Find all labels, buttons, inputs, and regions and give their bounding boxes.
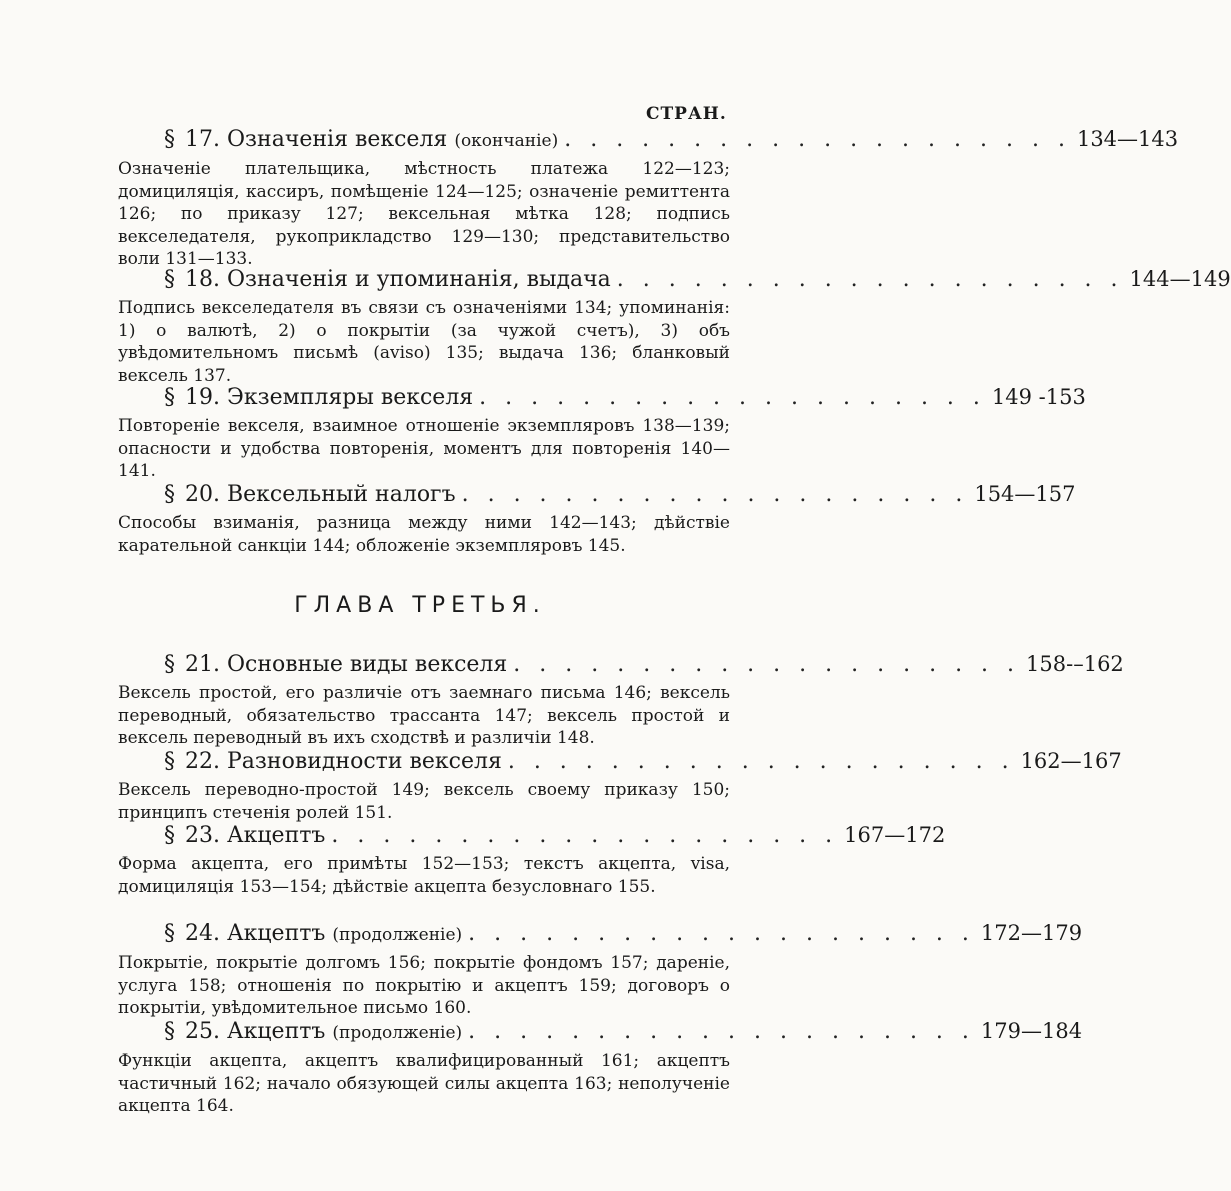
section-number: 23.	[185, 823, 220, 848]
section-description: Функціи акцепта, акцептъ квалифицированный 161; акцептъ частичный 162; начало обязующей силы акцепта 163; неполученіе акцепта 164.	[118, 1051, 730, 1116]
section-description: Повтореніе векселя, взаимное отношеніе экземпляровъ 138—139; опасности и удобства повторенія, моментъ для повторенія 140—141.	[118, 416, 730, 481]
section-description: Форма акцепта, его примѣты 152—153; текстъ акцепта, visa, домициляція 153—154; дѣйствіе акцепта безусловнаго 155.	[118, 854, 730, 897]
section-title: Экземпляры векселя	[227, 385, 474, 410]
section-sign: §	[164, 749, 175, 774]
section-description: Способы взиманія, разница между ними 142—143; дѣйствіе карательной санкціи 144; обложеніе экземпляровъ 145.	[118, 513, 730, 556]
section-sign: §	[164, 385, 175, 410]
section-pages: 144—149	[1129, 267, 1231, 291]
toc-section-18	[118, 264, 1231, 387]
section-pages: 154—157	[974, 482, 1076, 506]
section-title: Означенія и упоминанія, выдача	[227, 267, 611, 292]
leader-dots: . . . . . . . . . . . . . . . . . . . .	[507, 749, 1015, 774]
leader-dots: . . . . . . . . . . . . . . . . . . . .	[331, 823, 839, 848]
toc-section-23	[118, 820, 946, 898]
section-pages: 149 -153	[991, 385, 1086, 409]
section-pages: 172—179	[980, 921, 1083, 945]
section-heading	[118, 649, 1124, 680]
section-description: Вексель простой, его различіе отъ заемнаго письма 146; вексель переводный, обязательство трассанта 147; вексель простой и вексель переводный въ ихъ сходствѣ и различіи 148.	[118, 683, 730, 748]
toc-section-17	[118, 124, 1179, 271]
section-heading	[118, 264, 1231, 295]
section-number: 21.	[185, 652, 220, 677]
leader-dots: . . . . . . . . . . . . . . . . . . . .	[564, 127, 1071, 152]
section-sign: §	[164, 921, 175, 946]
section-sign: §	[164, 127, 175, 152]
section-sign: §	[164, 1019, 175, 1044]
section-pages: 158-–162	[1026, 652, 1124, 676]
section-pages: 134—143	[1076, 127, 1179, 151]
toc-section-21	[118, 649, 1124, 750]
section-number: 19.	[185, 385, 220, 410]
section-title: Означенія векселя (окончаніе)	[227, 127, 559, 152]
section-number: 25.	[185, 1019, 220, 1044]
section-heading	[118, 1016, 1083, 1048]
section-title: Основные виды векселя	[227, 652, 508, 677]
leader-dots: . . . . . . . . . . . . . . . . . . . .	[468, 1019, 975, 1044]
section-sign: §	[164, 652, 175, 677]
section-description: Покрытіе, покрытіе долгомъ 156; покрытіе фондомъ 157; дареніе, услуга 158; отношенія по покрытію и акцептъ 159; договоръ о покрытіи, увѣдомительное письмо 160.	[118, 953, 730, 1018]
toc-section-24	[118, 918, 1083, 1020]
section-heading	[118, 746, 1122, 777]
section-sign: §	[164, 823, 175, 848]
section-number: 22.	[185, 749, 220, 774]
section-note: (продолженіе)	[332, 1023, 463, 1043]
section-note: (окончаніе)	[454, 131, 559, 151]
section-description: Подпись векселедателя въ связи съ означеніями 134; упоминанія: 1) о валютѣ, 2) о покрытіи (за чужой счетъ), 3) объ увѣдомительномъ письмѣ (aviso) 135; выдача 136; бланковый вексель 137.	[118, 298, 730, 386]
toc-section-22	[118, 746, 1122, 824]
section-description: Вексель переводно-простой 149; вексель своему приказу 150; принципъ стеченія ролей 151.	[118, 780, 730, 823]
section-heading	[118, 382, 1086, 413]
section-number: 20.	[185, 482, 220, 507]
section-title: Акцептъ	[227, 823, 326, 848]
section-heading	[118, 479, 1076, 510]
section-number: 24.	[185, 921, 220, 946]
section-title: Акцептъ (продолженіе)	[227, 1019, 463, 1044]
section-pages: 162—167	[1020, 749, 1122, 773]
section-title: Вексельный налогъ	[227, 482, 456, 507]
toc-section-20	[118, 479, 1076, 557]
section-sign: §	[164, 267, 175, 292]
section-heading	[118, 820, 946, 851]
section-sign: §	[164, 482, 175, 507]
section-pages: 167—172	[844, 823, 946, 847]
section-note: (продолженіе)	[332, 925, 463, 945]
section-number: 18.	[185, 267, 220, 292]
section-heading	[118, 918, 1083, 950]
section-description: Означеніе плательщика, мѣстность платежа 122—123; домициляція, кассиръ, помѣщеніе 124—125; означеніе ремиттента 126; по приказу 127; вексельная мѣтка 128; подпись векселедателя, рукоприкладство 129—130; представительство воли 131—133.	[118, 159, 730, 269]
section-title: Акцептъ (продолженіе)	[227, 921, 463, 946]
toc-section-19	[118, 382, 1086, 483]
toc-section-25	[118, 1016, 1083, 1118]
leader-dots: . . . . . . . . . . . . . . . . . . . .	[513, 652, 1021, 677]
section-pages: 179—184	[980, 1019, 1083, 1043]
leader-dots: . . . . . . . . . . . . . . . . . . . .	[468, 921, 975, 946]
section-heading	[118, 124, 1179, 156]
chapter-title: ГЛАВА ТРЕТЬЯ.	[294, 593, 546, 618]
leader-dots: . . . . . . . . . . . . . . . . . . . .	[479, 385, 986, 410]
section-title: Разновидности векселя	[227, 749, 502, 774]
leader-dots: . . . . . . . . . . . . . . . . . . . .	[616, 267, 1124, 292]
section-number: 17.	[185, 127, 220, 152]
leader-dots: . . . . . . . . . . . . . . . . . . . .	[461, 482, 969, 507]
pages-column-label: СТРАН.	[646, 104, 727, 124]
